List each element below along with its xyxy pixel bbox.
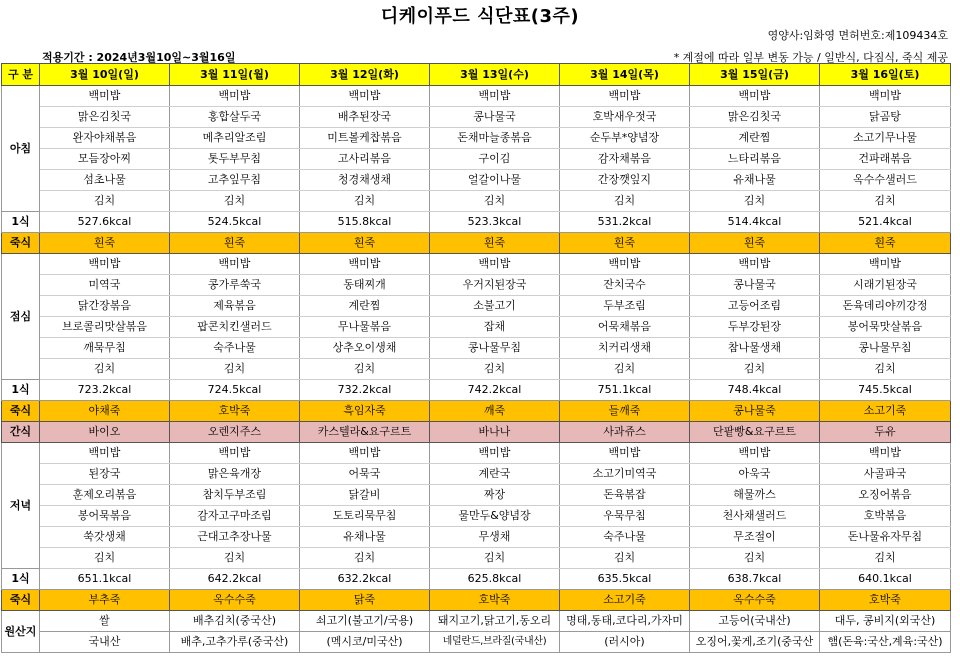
menu-item: 순두부*양념장 — [560, 128, 690, 149]
menu-row — [2, 128, 951, 149]
menu-item: 근대고추장나물 — [170, 527, 300, 548]
menu-row — [2, 296, 951, 317]
menu-item: 무나물볶음 — [300, 317, 430, 338]
kcal-value: 531.2kcal — [560, 212, 690, 233]
menu-item: 백미밥 — [300, 86, 430, 107]
menu-item: 김치 — [690, 191, 820, 212]
origin-item: 쇠고기(불고기/국용) — [300, 611, 430, 632]
snack-item: 오렌지주스 — [170, 422, 300, 443]
menu-item: 옥수수샐러드 — [820, 170, 951, 191]
meal-label: 점심 — [2, 254, 40, 380]
menu-item: 감자채볶음 — [560, 149, 690, 170]
menu-item: 김치 — [40, 548, 170, 569]
porridge-row — [2, 401, 951, 422]
menu-item: 된장국 — [40, 464, 170, 485]
menu-item: 돈육데리야끼강정 — [820, 296, 951, 317]
menu-item: 톳두부무침 — [170, 149, 300, 170]
origin-item: 명태,동태,코다리,가자미 — [560, 611, 690, 632]
day-header: 3월 15일(금) — [690, 64, 820, 86]
menu-item: 숙주나물 — [170, 338, 300, 359]
origin-item: 국내산 — [40, 632, 170, 653]
menu-item: 소불고기 — [430, 296, 560, 317]
menu-item: 닭곰탕 — [820, 107, 951, 128]
menu-row — [2, 359, 951, 380]
menu-item: 맑은육개장 — [170, 464, 300, 485]
menu-item: 김치 — [560, 359, 690, 380]
menu-item: 느타리볶음 — [690, 149, 820, 170]
menu-table — [1, 63, 951, 653]
porridge-item: 흰죽 — [430, 233, 560, 254]
menu-item: 백미밥 — [300, 443, 430, 464]
menu-row — [2, 170, 951, 191]
porridge-item: 호박죽 — [430, 590, 560, 611]
porridge-item: 호박죽 — [170, 401, 300, 422]
kcal-label: 1식 — [2, 212, 40, 233]
menu-row — [2, 275, 951, 296]
origin-item: 배추김치(중국산) — [170, 611, 300, 632]
menu-item: 맑은김칫국 — [690, 107, 820, 128]
menu-item: 호박볶음 — [820, 506, 951, 527]
kcal-value: 635.5kcal — [560, 569, 690, 590]
menu-item: 상추오이생채 — [300, 338, 430, 359]
snack-item: 두유 — [820, 422, 951, 443]
notice-text: * 계절에 따라 일부 변동 가능 / 일반식, 다짐식, 죽식 제공 — [673, 51, 948, 64]
snack-item: 바이오 — [40, 422, 170, 443]
kcal-value: 651.1kcal — [40, 569, 170, 590]
menu-item: 도토리묵무침 — [300, 506, 430, 527]
page-title: 디케이푸드 식단표(3주) — [380, 6, 580, 27]
porridge-item: 소고기죽 — [560, 590, 690, 611]
menu-item: 김치 — [560, 548, 690, 569]
porridge-item: 흰죽 — [820, 233, 951, 254]
porridge-item: 옥수수죽 — [690, 590, 820, 611]
menu-item: 닭간장볶음 — [40, 296, 170, 317]
header-row — [2, 64, 951, 86]
menu-item: 유채나물 — [300, 527, 430, 548]
origin-item: (멕시코/미국산) — [300, 632, 430, 653]
menu-row — [2, 548, 951, 569]
menu-row — [2, 317, 951, 338]
day-header: 3월 16일(토) — [820, 64, 951, 86]
menu-item: 동태찌개 — [300, 275, 430, 296]
meal-label: 아침 — [2, 86, 40, 212]
menu-item: 김치 — [430, 191, 560, 212]
menu-item: 김치 — [300, 191, 430, 212]
menu-item: 완자야채볶음 — [40, 128, 170, 149]
menu-item: 고사리볶음 — [300, 149, 430, 170]
menu-item: 백미밥 — [40, 443, 170, 464]
menu-row — [2, 485, 951, 506]
menu-item: 김치 — [430, 359, 560, 380]
menu-item: 참치두부조림 — [170, 485, 300, 506]
menu-item: 백미밥 — [40, 254, 170, 275]
menu-item: 무조절이 — [690, 527, 820, 548]
menu-item: 김치 — [560, 191, 690, 212]
menu-row — [2, 443, 951, 464]
menu-item: 백미밥 — [170, 86, 300, 107]
menu-item: 백미밥 — [430, 86, 560, 107]
menu-item: 콩나물국 — [430, 107, 560, 128]
menu-item: 짜장 — [430, 485, 560, 506]
origin-item: 대두, 콩비지(외국산) — [820, 611, 951, 632]
menu-item: 우묵무침 — [560, 506, 690, 527]
porridge-row — [2, 233, 951, 254]
day-header: 3월 14일(목) — [560, 64, 690, 86]
origin-item: 네덜란드,브라질(국내산) — [430, 632, 560, 653]
menu-row — [2, 254, 951, 275]
menu-item: 김치 — [300, 548, 430, 569]
menu-item: 김치 — [690, 548, 820, 569]
day-header: 3월 11일(월) — [170, 64, 300, 86]
menu-item: 잡채 — [430, 317, 560, 338]
menu-item: 김치 — [690, 359, 820, 380]
menu-item: 유채나물 — [690, 170, 820, 191]
menu-row — [2, 338, 951, 359]
kcal-row — [2, 569, 951, 590]
kcal-value: 638.7kcal — [690, 569, 820, 590]
kcal-row — [2, 380, 951, 401]
menu-item: 백미밥 — [430, 443, 560, 464]
menu-item: 콩나물국 — [690, 275, 820, 296]
kcal-value: 523.3kcal — [430, 212, 560, 233]
menu-item: 미역국 — [40, 275, 170, 296]
menu-item: 잔치국수 — [560, 275, 690, 296]
menu-item: 백미밥 — [430, 254, 560, 275]
day-header: 3월 12일(화) — [300, 64, 430, 86]
menu-item: 김치 — [40, 191, 170, 212]
menu-item: 콩가루쑥국 — [170, 275, 300, 296]
menu-item: 구이김 — [430, 149, 560, 170]
menu-item: 메추리알조림 — [170, 128, 300, 149]
day-header: 3월 13일(수) — [430, 64, 560, 86]
snack-item: 사과쥬스 — [560, 422, 690, 443]
porridge-item: 흰죽 — [170, 233, 300, 254]
menu-item: 백미밥 — [560, 86, 690, 107]
porridge-item: 흰죽 — [40, 233, 170, 254]
menu-item: 백미밥 — [170, 443, 300, 464]
menu-item: 김치 — [430, 548, 560, 569]
menu-item: 홍합살두국 — [170, 107, 300, 128]
menu-item: 김치 — [820, 191, 951, 212]
menu-item: 숙주나물 — [560, 527, 690, 548]
menu-item: 물만두&양념장 — [430, 506, 560, 527]
menu-item: 어묵채볶음 — [560, 317, 690, 338]
menu-item: 미트볼케찹볶음 — [300, 128, 430, 149]
menu-item: 맑은김칫국 — [40, 107, 170, 128]
header-label: 구 분 — [2, 64, 40, 86]
kcal-value: 524.5kcal — [170, 212, 300, 233]
menu-row — [2, 86, 951, 107]
menu-item: 백미밥 — [560, 443, 690, 464]
menu-row — [2, 191, 951, 212]
snack-item: 카스텔라&요구르트 — [300, 422, 430, 443]
menu-item: 백미밥 — [170, 254, 300, 275]
origin-item: 고등어(국내산) — [690, 611, 820, 632]
kcal-value: 732.2kcal — [300, 380, 430, 401]
menu-item: 봉어묵볶음 — [40, 506, 170, 527]
porridge-item: 옥수수죽 — [170, 590, 300, 611]
porridge-item: 소고기죽 — [820, 401, 951, 422]
kcal-value: 723.2kcal — [40, 380, 170, 401]
menu-item: 아욱국 — [690, 464, 820, 485]
menu-item: 감자고구마조림 — [170, 506, 300, 527]
menu-item: 김치 — [820, 548, 951, 569]
menu-row — [2, 527, 951, 548]
menu-row — [2, 506, 951, 527]
day-header: 3월 10일(일) — [40, 64, 170, 86]
kcal-label: 1식 — [2, 380, 40, 401]
snack-row — [2, 422, 951, 443]
kcal-value: 724.5kcal — [170, 380, 300, 401]
menu-item: 백미밥 — [560, 254, 690, 275]
menu-item: 닭갈비 — [300, 485, 430, 506]
menu-item: 모듬장아찌 — [40, 149, 170, 170]
kcal-value: 527.6kcal — [40, 212, 170, 233]
kcal-value: 521.4kcal — [820, 212, 951, 233]
menu-item: 콩나물무침 — [820, 338, 951, 359]
porridge-item: 흰죽 — [300, 233, 430, 254]
menu-item: 브로콜리맛살볶음 — [40, 317, 170, 338]
menu-item: 백미밥 — [820, 86, 951, 107]
kcal-label: 1식 — [2, 569, 40, 590]
porridge-label: 죽식 — [2, 233, 40, 254]
kcal-value: 748.4kcal — [690, 380, 820, 401]
dietitian-info: 영양사:임화영 면허번호:제109434호 — [767, 29, 948, 42]
menu-item: 돈채마늘종볶음 — [430, 128, 560, 149]
menu-item: 깨묵무침 — [40, 338, 170, 359]
menu-item: 계란국 — [430, 464, 560, 485]
menu-item: 치커리생채 — [560, 338, 690, 359]
menu-item: 쑥갓생채 — [40, 527, 170, 548]
porridge-item: 호박죽 — [820, 590, 951, 611]
menu-item: 무생채 — [430, 527, 560, 548]
menu-item: 호박새우젓국 — [560, 107, 690, 128]
snack-label: 간식 — [2, 422, 40, 443]
menu-item: 어묵국 — [300, 464, 430, 485]
menu-item: 두부강된장 — [690, 317, 820, 338]
menu-item: 봉어묵맛살볶음 — [820, 317, 951, 338]
menu-item: 참나물생채 — [690, 338, 820, 359]
porridge-item: 깨죽 — [430, 401, 560, 422]
menu-item: 팝콘치킨샐러드 — [170, 317, 300, 338]
kcal-value: 515.8kcal — [300, 212, 430, 233]
menu-item: 백미밥 — [300, 254, 430, 275]
porridge-item: 콩나물죽 — [690, 401, 820, 422]
menu-item: 천사채샐러드 — [690, 506, 820, 527]
menu-item: 김치 — [170, 548, 300, 569]
menu-item: 소고기무나물 — [820, 128, 951, 149]
menu-item: 오징어볶음 — [820, 485, 951, 506]
menu-item: 청경채생채 — [300, 170, 430, 191]
menu-item: 해물까스 — [690, 485, 820, 506]
origin-label: 원산지 — [2, 611, 40, 653]
menu-item: 김치 — [40, 359, 170, 380]
origin-item: 오징어,꽃게,조기(중국산 — [690, 632, 820, 653]
menu-item: 백미밥 — [690, 86, 820, 107]
kcal-value: 642.2kcal — [170, 569, 300, 590]
origin-row — [2, 632, 951, 653]
porridge-item: 들깨죽 — [560, 401, 690, 422]
menu-item: 계란찜 — [300, 296, 430, 317]
origin-row — [2, 611, 951, 632]
menu-row — [2, 149, 951, 170]
snack-item: 단팥빵&요구르트 — [690, 422, 820, 443]
kcal-row — [2, 212, 951, 233]
menu-row — [2, 107, 951, 128]
origin-item: 쌀 — [40, 611, 170, 632]
kcal-value: 514.4kcal — [690, 212, 820, 233]
meal-label: 저녁 — [2, 443, 40, 569]
porridge-item: 닭죽 — [300, 590, 430, 611]
origin-item: 돼지고기,닭고기,동오리 — [430, 611, 560, 632]
menu-item: 백미밥 — [40, 86, 170, 107]
menu-item: 고추잎무침 — [170, 170, 300, 191]
menu-item: 백미밥 — [820, 443, 951, 464]
kcal-value: 745.5kcal — [820, 380, 951, 401]
menu-item: 시래기된장국 — [820, 275, 951, 296]
porridge-item: 야채죽 — [40, 401, 170, 422]
menu-item: 김치 — [300, 359, 430, 380]
menu-item: 두부조림 — [560, 296, 690, 317]
menu-item: 우거지된장국 — [430, 275, 560, 296]
porridge-label: 죽식 — [2, 401, 40, 422]
menu-item: 돈나물유자무침 — [820, 527, 951, 548]
menu-item: 돈육볶잡 — [560, 485, 690, 506]
porridge-label: 죽식 — [2, 590, 40, 611]
menu-item: 건파래볶음 — [820, 149, 951, 170]
menu-item: 섬초나물 — [40, 170, 170, 191]
menu-item: 김치 — [170, 359, 300, 380]
snack-item: 바나나 — [430, 422, 560, 443]
menu-item: 김치 — [820, 359, 951, 380]
menu-item: 제육볶음 — [170, 296, 300, 317]
kcal-value: 751.1kcal — [560, 380, 690, 401]
menu-item: 사골파국 — [820, 464, 951, 485]
menu-item: 콩나물무침 — [430, 338, 560, 359]
kcal-value: 625.8kcal — [430, 569, 560, 590]
menu-item: 얼갈이나물 — [430, 170, 560, 191]
menu-item: 계란찜 — [690, 128, 820, 149]
menu-item: 백미밥 — [820, 254, 951, 275]
porridge-row — [2, 590, 951, 611]
menu-item: 간장깻잎지 — [560, 170, 690, 191]
period-text: 적용기간 : 2024년3월10일~3월16일 — [42, 51, 236, 64]
menu-item: 백미밥 — [690, 254, 820, 275]
menu-item: 고등어조림 — [690, 296, 820, 317]
origin-item: (러시아) — [560, 632, 690, 653]
porridge-item: 흑임자죽 — [300, 401, 430, 422]
kcal-value: 640.1kcal — [820, 569, 951, 590]
menu-item: 백미밥 — [690, 443, 820, 464]
origin-item: 햄(돈육:국산,계육:국산) — [820, 632, 951, 653]
porridge-item: 흰죽 — [560, 233, 690, 254]
origin-item: 배추,고추가루(중국산) — [170, 632, 300, 653]
menu-item: 훈제오리볶음 — [40, 485, 170, 506]
kcal-value: 742.2kcal — [430, 380, 560, 401]
porridge-item: 흰죽 — [690, 233, 820, 254]
kcal-value: 632.2kcal — [300, 569, 430, 590]
porridge-item: 부추죽 — [40, 590, 170, 611]
menu-item: 소고기미역국 — [560, 464, 690, 485]
menu-item: 김치 — [170, 191, 300, 212]
menu-row — [2, 464, 951, 485]
menu-item: 배추된장국 — [300, 107, 430, 128]
